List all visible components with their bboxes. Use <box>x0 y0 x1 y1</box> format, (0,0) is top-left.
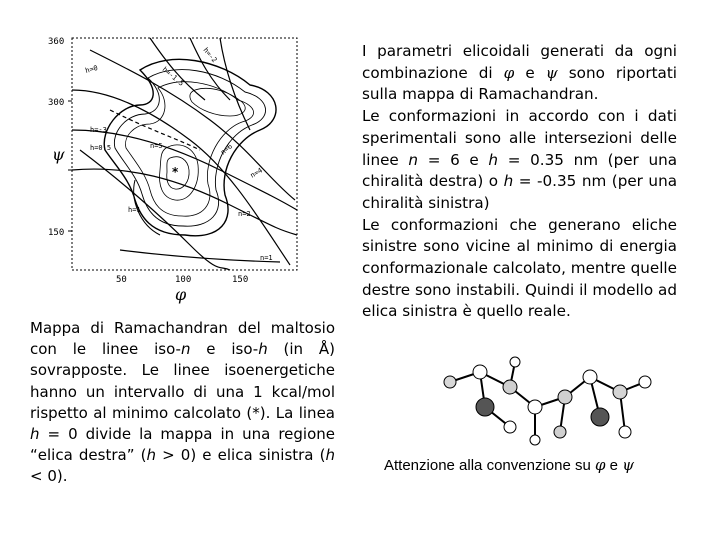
psi-symbol: ψ <box>622 456 634 474</box>
atom <box>639 376 651 388</box>
explanation-text <box>362 41 677 323</box>
text-run: = 6 e <box>418 150 489 169</box>
molecular-model-image <box>440 352 655 452</box>
line-label: n=5 <box>150 142 163 150</box>
caption-italic: h <box>30 425 40 444</box>
y-tick-label: 300 <box>48 98 65 108</box>
caption-text: (in Å) sovrapposte. Le linee isoenergetiche hanno un intervallo di una 1 kcal/mol rispetto al minimo calcolato (*). La linea <box>30 340 336 422</box>
text-italic: n <box>408 150 419 169</box>
caption-text: < 0). <box>30 467 68 486</box>
convention-note <box>384 456 634 474</box>
line-label: h=-3 <box>90 126 107 134</box>
atom <box>613 385 627 399</box>
line-label: n=1 <box>260 254 273 262</box>
caption-italic: h <box>258 340 268 359</box>
line-label: n=2 <box>238 210 251 218</box>
plot-svg <box>20 30 305 310</box>
paragraph: Le conformazioni che generano eliche sinistre sono vicine al minimo di energia conformazionale calcolato, mentre quelle destre sono instabili. Quindi il modello ad elica sinistra è quello reale. <box>362 215 677 321</box>
line-label: h=-2 <box>201 46 219 65</box>
text-run: e <box>514 63 546 82</box>
y-tick-label: 360 <box>48 37 65 47</box>
ramachandran-plot <box>20 30 305 310</box>
line-label: h=0 <box>84 63 99 75</box>
psi-symbol: ψ <box>545 63 558 82</box>
atom <box>510 357 520 367</box>
caption-text: e iso- <box>190 340 259 359</box>
text-italic: h <box>488 150 499 169</box>
atom <box>583 370 597 384</box>
x-axis-label: φ <box>175 285 187 304</box>
text-run: I parametri elicoidali generati da ogni combinazione di <box>362 42 677 82</box>
iso-line <box>72 90 290 265</box>
text-run: sono riportati sulla mappa di Ramachandran. <box>362 63 677 104</box>
atom <box>504 421 516 433</box>
atom <box>591 408 609 426</box>
text-run: = -0.35 nm (per una chiralità sinistra) <box>362 172 677 212</box>
atom <box>503 380 517 394</box>
text-italic: h <box>503 172 514 191</box>
caption-italic: h <box>146 446 156 465</box>
contour <box>160 145 199 200</box>
atom <box>528 400 542 414</box>
phi-symbol: φ <box>503 63 515 82</box>
caption-italic: h <box>325 446 335 465</box>
paragraph <box>362 106 677 215</box>
atom <box>476 398 494 416</box>
atoms <box>444 357 651 445</box>
energy-minimum-marker: * <box>172 165 179 179</box>
molecule-svg <box>440 352 655 452</box>
line-label: h=1 <box>128 206 141 214</box>
caption-text: Mappa di Ramachandran del maltosio con le linee iso- <box>30 319 335 359</box>
text-run: Le conformazioni in accordo con i dati sperimentali sono alle intersezioni delle linee <box>362 107 677 169</box>
caption-text: = 0 divide la mappa in una regione “elica destra” ( <box>30 425 335 465</box>
note-text: Attenzione alla convenzione su <box>384 457 595 474</box>
paragraph <box>362 41 677 106</box>
x-tick-label: 100 <box>175 275 192 285</box>
line-labels <box>84 46 272 262</box>
y-axis-label: ψ <box>52 145 65 164</box>
line-label: n=4 <box>249 166 264 180</box>
line-label: h=-1.5 <box>160 65 186 88</box>
line-label: h=0.5 <box>90 144 112 152</box>
x-tick-label: 150 <box>232 275 249 285</box>
y-tick-label: 150 <box>48 228 65 238</box>
caption-text: > 0) e elica sinistra ( <box>155 446 326 465</box>
atom <box>473 365 487 379</box>
atom <box>619 426 631 438</box>
atom <box>558 390 572 404</box>
x-tick-label: 50 <box>116 275 127 285</box>
iso-line <box>120 250 280 262</box>
atom <box>554 426 566 438</box>
text-run: = 0.35 nm (per una chiralità destra) o <box>362 150 678 191</box>
caption-italic: n <box>180 340 191 359</box>
atom <box>444 376 456 388</box>
atom <box>530 435 540 445</box>
iso-line <box>150 38 205 100</box>
phi-symbol: φ <box>594 456 606 474</box>
iso-line <box>90 50 295 200</box>
note-text: e <box>605 457 623 474</box>
line-label: n=6 <box>219 142 234 157</box>
iso-line <box>220 38 250 130</box>
figure-caption <box>30 318 335 488</box>
